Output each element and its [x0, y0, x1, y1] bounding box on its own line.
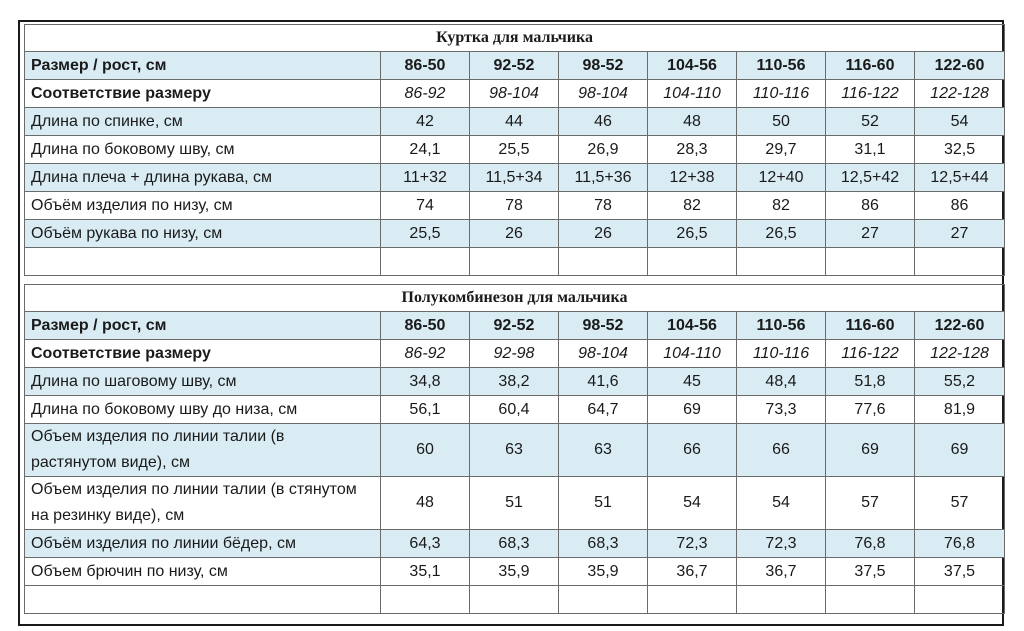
cell-value: 37,5: [915, 558, 1005, 586]
cell-value: 51,8: [826, 368, 915, 396]
table-row: [25, 477, 1005, 530]
correspondence-value: 104-110: [648, 80, 737, 108]
overall-size-table: [24, 284, 1005, 614]
header-size: 86-50: [381, 312, 470, 340]
correspondence-value: 98-104: [559, 340, 648, 368]
table-row: [25, 108, 1005, 136]
cell-value: 78: [559, 192, 648, 220]
blank-cell: [826, 586, 915, 614]
header-size: 116-60: [826, 312, 915, 340]
blank-row: [25, 248, 1005, 276]
cell-value: 26: [470, 220, 559, 248]
blank-cell: [737, 248, 826, 276]
cell-value: 64,3: [381, 530, 470, 558]
row-label: Объём изделия по низу, см: [25, 192, 381, 220]
cell-value: 72,3: [737, 530, 826, 558]
blank-cell: [648, 248, 737, 276]
cell-value: 12+40: [737, 164, 826, 192]
blank-cell: [25, 248, 381, 276]
cell-value: 12,5+42: [826, 164, 915, 192]
table-row: [25, 396, 1005, 424]
cell-value: 50: [737, 108, 826, 136]
jacket-size-table: [24, 24, 1005, 276]
header-size: 104-56: [648, 52, 737, 80]
cell-value: 48,4: [737, 368, 826, 396]
cell-value: 37,5: [826, 558, 915, 586]
blank-cell: [470, 586, 559, 614]
table-row: [25, 136, 1005, 164]
correspondence-value: 122-128: [915, 80, 1005, 108]
cell-value: 52: [826, 108, 915, 136]
correspondence-value: 116-122: [826, 340, 915, 368]
cell-value: 44: [470, 108, 559, 136]
cell-value: 54: [915, 108, 1005, 136]
cell-value: 66: [737, 424, 826, 477]
table-row: [25, 530, 1005, 558]
correspondence-value: 86-92: [381, 340, 470, 368]
correspondence-value: 86-92: [381, 80, 470, 108]
cell-value: 60: [381, 424, 470, 477]
correspondence-value: 98-104: [470, 80, 559, 108]
table-row: [25, 220, 1005, 248]
header-size: 110-56: [737, 52, 826, 80]
cell-value: 86: [826, 192, 915, 220]
cell-value: 25,5: [470, 136, 559, 164]
blank-cell: [25, 586, 381, 614]
row-label: Длина по боковому шву, см: [25, 136, 381, 164]
table-row: [25, 164, 1005, 192]
cell-value: 38,2: [470, 368, 559, 396]
row-label: Длина по боковому шву до низа, см: [25, 396, 381, 424]
header-label: Размер / рост, см: [25, 52, 381, 80]
cell-value: 34,8: [381, 368, 470, 396]
header-size: 98-52: [559, 52, 648, 80]
overall-table-title: Полукомбинезон для мальчика: [25, 285, 1005, 312]
cell-value: 26,9: [559, 136, 648, 164]
cell-value: 36,7: [648, 558, 737, 586]
cell-value: 41,6: [559, 368, 648, 396]
cell-value: 66: [648, 424, 737, 477]
jacket-header-row: [25, 52, 1005, 80]
correspondence-value: 116-122: [826, 80, 915, 108]
cell-value: 46: [559, 108, 648, 136]
cell-value: 78: [470, 192, 559, 220]
cell-value: 54: [737, 477, 826, 530]
blank-cell: [559, 586, 648, 614]
cell-value: 82: [737, 192, 826, 220]
header-size: 122-60: [915, 52, 1005, 80]
row-label: Объём рукава по низу, см: [25, 220, 381, 248]
cell-value: 32,5: [915, 136, 1005, 164]
blank-cell: [915, 586, 1005, 614]
blank-cell: [381, 586, 470, 614]
header-size: 92-52: [470, 52, 559, 80]
table-row: [25, 192, 1005, 220]
header-size: 92-52: [470, 312, 559, 340]
correspondence-value: 104-110: [648, 340, 737, 368]
cell-value: 76,8: [915, 530, 1005, 558]
cell-value: 26: [559, 220, 648, 248]
cell-value: 28,3: [648, 136, 737, 164]
table-row: [25, 558, 1005, 586]
cell-value: 35,9: [470, 558, 559, 586]
cell-value: 48: [648, 108, 737, 136]
correspondence-label: Соответствие размеру: [25, 80, 381, 108]
cell-value: 82: [648, 192, 737, 220]
cell-value: 31,1: [826, 136, 915, 164]
cell-value: 57: [915, 477, 1005, 530]
correspondence-label: Соответствие размеру: [25, 340, 381, 368]
row-label: Объем изделия по линии талии (в растянутом виде), см: [25, 424, 381, 477]
cell-value: 27: [915, 220, 1005, 248]
cell-value: 57: [826, 477, 915, 530]
cell-value: 11+32: [381, 164, 470, 192]
overall-header-row: [25, 312, 1005, 340]
header-size: 86-50: [381, 52, 470, 80]
blank-cell: [737, 586, 826, 614]
cell-value: 81,9: [915, 396, 1005, 424]
row-label: Длина по спинке, см: [25, 108, 381, 136]
table-row: [25, 424, 1005, 477]
cell-value: 76,8: [826, 530, 915, 558]
cell-value: 68,3: [470, 530, 559, 558]
blank-cell: [381, 248, 470, 276]
overall-correspondence-row: [25, 340, 1005, 368]
jacket-correspondence-row: [25, 80, 1005, 108]
header-size: 110-56: [737, 312, 826, 340]
row-label: Длина плеча + длина рукава, см: [25, 164, 381, 192]
cell-value: 45: [648, 368, 737, 396]
cell-value: 48: [381, 477, 470, 530]
cell-value: 54: [648, 477, 737, 530]
header-size: 122-60: [915, 312, 1005, 340]
blank-cell: [915, 248, 1005, 276]
cell-value: 26,5: [737, 220, 826, 248]
cell-value: 26,5: [648, 220, 737, 248]
cell-value: 11,5+36: [559, 164, 648, 192]
blank-row: [25, 586, 1005, 614]
cell-value: 63: [559, 424, 648, 477]
cell-value: 42: [381, 108, 470, 136]
cell-value: 69: [648, 396, 737, 424]
blank-cell: [826, 248, 915, 276]
cell-value: 25,5: [381, 220, 470, 248]
cell-value: 63: [470, 424, 559, 477]
cell-value: 11,5+34: [470, 164, 559, 192]
cell-value: 73,3: [737, 396, 826, 424]
cell-value: 60,4: [470, 396, 559, 424]
row-label: Длина по шаговому шву, см: [25, 368, 381, 396]
cell-value: 72,3: [648, 530, 737, 558]
cell-value: 24,1: [381, 136, 470, 164]
cell-value: 51: [559, 477, 648, 530]
cell-value: 51: [470, 477, 559, 530]
correspondence-value: 98-104: [559, 80, 648, 108]
correspondence-value: 92-98: [470, 340, 559, 368]
cell-value: 77,6: [826, 396, 915, 424]
cell-value: 68,3: [559, 530, 648, 558]
header-size: 116-60: [826, 52, 915, 80]
cell-value: 29,7: [737, 136, 826, 164]
correspondence-value: 110-116: [737, 80, 826, 108]
header-size: 98-52: [559, 312, 648, 340]
cell-value: 36,7: [737, 558, 826, 586]
row-label: Объём изделия по линии бёдер, см: [25, 530, 381, 558]
blank-cell: [648, 586, 737, 614]
cell-value: 86: [915, 192, 1005, 220]
size-chart-frame: [18, 20, 1004, 626]
cell-value: 35,1: [381, 558, 470, 586]
cell-value: 64,7: [559, 396, 648, 424]
cell-value: 69: [826, 424, 915, 477]
blank-cell: [559, 248, 648, 276]
header-size: 104-56: [648, 312, 737, 340]
cell-value: 27: [826, 220, 915, 248]
cell-value: 69: [915, 424, 1005, 477]
cell-value: 55,2: [915, 368, 1005, 396]
row-label: Объем брючин по низу, см: [25, 558, 381, 586]
cell-value: 12+38: [648, 164, 737, 192]
correspondence-value: 110-116: [737, 340, 826, 368]
cell-value: 56,1: [381, 396, 470, 424]
jacket-table-title: Куртка для мальчика: [25, 25, 1005, 52]
cell-value: 12,5+44: [915, 164, 1005, 192]
correspondence-value: 122-128: [915, 340, 1005, 368]
cell-value: 74: [381, 192, 470, 220]
header-label: Размер / рост, см: [25, 312, 381, 340]
row-label: Объем изделия по линии талии (в стянутом на резинку виде), см: [25, 477, 381, 530]
cell-value: 35,9: [559, 558, 648, 586]
blank-cell: [470, 248, 559, 276]
table-row: [25, 368, 1005, 396]
